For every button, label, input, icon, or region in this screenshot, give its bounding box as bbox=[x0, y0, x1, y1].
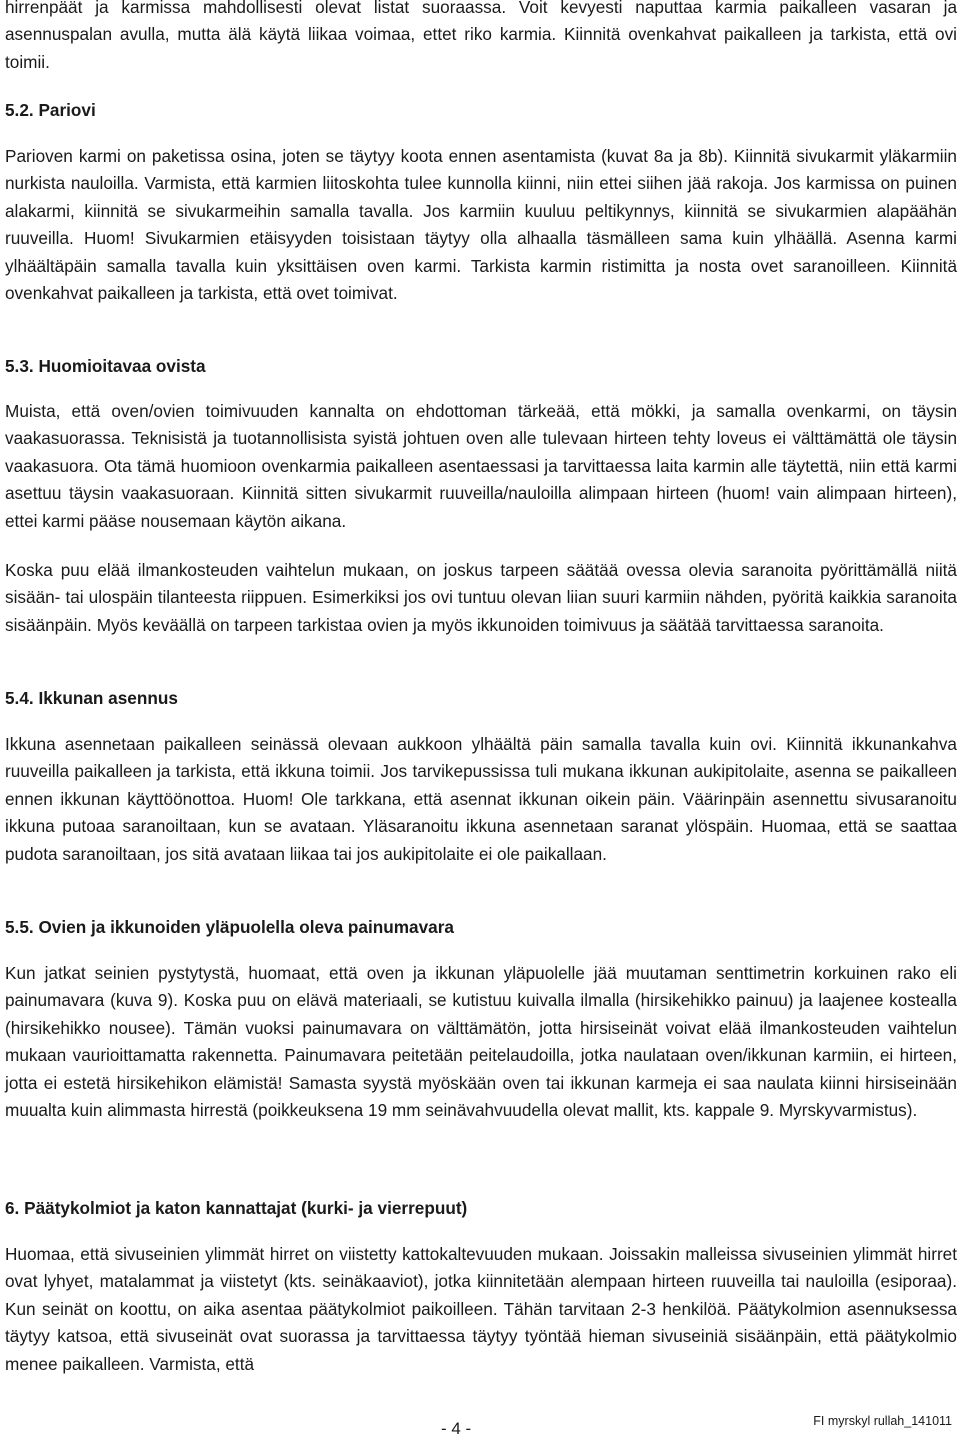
section-5-2-heading: 5.2. Pariovi bbox=[5, 100, 96, 120]
document-code: FI myrskyl rullah_141011 bbox=[813, 1414, 952, 1428]
section-5-3-body-2: Koska puu elää ilmankosteuden vaihtelun mukaan, on joskus tarpeen säätää ovessa olevia saranoita pyörittämällä niitä sisään- tai ulospäin tilanteesta riippuen. Esimerkiksi jos ovi tuntuu olevan liian suuri karmiin nähden, pyöritä kaikkia saranoita sisäänpäin. Myös keväällä on tarpeen tarkistaa ovien ja myös ikkunoiden toimivuus ja säätää tarvittaessa saranoita. bbox=[5, 560, 957, 635]
section-5-2-body: Parioven karmi on paketissa osina, joten se täytyy koota ennen asentamista (kuvat 8a ja 8b). Kiinnitä sivukarmit yläkarmiin nurkista nauloilla. Varmista, että karmien liitoskohta tulee kunnolla kiinni, niin ettei siihen jää rakoja. Jos karmissa on puinen alakarmi, kiinnitä se sivukarmeihin samalla tavalla. Jos karmiin kuuluu peltikynnys, kiinnitä se sivukarmien alapäähän ruuveilla. Huom! Sivukarmien etäisyyden toisistaan täytyy olla alhaalla täsmälleen sama kuin ylhäällä. Asenna karmi ylhäältäpäin samalla tavalla kuin yksittäisen oven karmi. Tarkista karmin ristimitta ja nosta ovet saranoilleen. Kiinnitä ovenkahvat paikalleen ja tarkista, että ovet toimivat. bbox=[5, 146, 957, 304]
section-6-body: Huomaa, että sivuseinien ylimmät hirret on viistetty kattokaltevuuden mukaan. Joissakin malleissa sivuseinien ylimmät hirret ovat lyhyet, matalammat ja viistetyt (kts. seinäkaaviot), jotka kiinnitetään alempaan hirteen ruuveilla tai nauloilla (esiporaa). Kun seinät on koottu, on aika asentaa päätykolmiot paikoilleen. Tähän tarvitaan 2-3 henkilöä. Päätykolmion asennuksessa täytyy katsoa, että sivuseinät ovat suorassa ja tarvittaessa täytyy työntää hieman sivuseiniä sisäänpäin, että päätykolmio menee paikalleen. Varmista, että bbox=[5, 1244, 957, 1374]
intro-paragraph: hirrenpäät ja karmissa mahdollisesti olevat listat suoraassa. Voit kevyesti naputtaa karmia paikalleen vasaran ja asennuspalan avulla, mutta älä käytä liikaa voimaa, ettet riko karmia. Kiinnitä ovenkahvat paikalleen ja tarkista, että ovi toimii. bbox=[5, 0, 957, 72]
section-5-3-body-1: Muista, että oven/ovien toimivuuden kannalta on ehdottoman tärkeää, että mökki, ja samalla ovenkarmi, on täysin vaakasuorassa. Teknisistä ja tuotannollisista syistä johtuen oven alle tulevaan hirteen tehty loveus ei välttämättä ole täysin vaakasuora. Ota tämä huomioon ovenkarmia paikalleen asentaessasi ja tarvittaessa laita karmin alle täytettä, niin että karmi asettuu täysin vaakasuoraan. Kiinnitä sitten sivukarmit ruuveilla/nauloilla alimpaan hirteen (huom! vain alimpaan hirteen), ettei karmi pääse nousemaan käytön aikana. bbox=[5, 401, 957, 531]
page-number: - 4 - bbox=[441, 1419, 472, 1438]
section-5-5-heading: 5.5. Ovien ja ikkunoiden yläpuolella oleva painumavara bbox=[5, 917, 454, 937]
section-5-4-body: Ikkuna asennetaan paikalleen seinässä olevaan aukkoon ylhäältä päin samalla tavalla kuin ovi. Kiinnitä ikkunankahva ruuveilla paikalleen ja tarkista, että ikkuna toimii. Jos tarvikepussissa tuli mukana ikkunan aukipitolaite, asenna se paikalleen ennen ikkunan käyttöönottoa. Huom! Ole tarkkana, että asennat ikkunan oikein päin. Väärinpäin asennettu sivusaranoitu ikkuna putoaa saranoiltaan, kun se avataan. Yläsaranoitu ikkuna asennetaan saranat ylöspäin. Huomaa, että se saattaa pudota saranoiltaan, jos sitä avataan liikaa tai jos aukipitolaite ei ole paikallaan. bbox=[5, 734, 957, 864]
section-5-3-heading: 5.3. Huomioitavaa ovista bbox=[5, 356, 206, 376]
section-6-heading: 6. Päätykolmiot ja katon kannattajat (kurki- ja vierrepuut) bbox=[5, 1198, 468, 1218]
section-5-5-body: Kun jatkat seinien pystytystä, huomaat, että oven ja ikkunan yläpuolelle jää muutaman senttimetrin korkuinen rako eli painumavara (kuva 9). Koska puu on elävä materiaali, se kutistuu kuivalla ilmalla (hirsikehikko painuu) ja laajenee kostealla (hirsikehikko nousee). Tämän vuoksi painumavara on välttämätön, jotta hirsiseinät voivat elää ilmankosteuden vaihtelun mukaan vaurioittamatta rakennetta. Painumavara peitetään peitelaudoilla, jotka naulataan oven/ikkunan karmiin, ei hirteen, jotta ei estetä hirsikehikon elämistä! Samasta syystä myöskään oven tai ikkunan karmeja ei saa naulata kiinni hirsiseinään muualta kuin alimmasta hirrestä (poikkeuksena 19 mm seinävahvuudella olevat mallit, kts. kappale 9. Myrskyvarmistus). bbox=[5, 963, 957, 1121]
section-5-4-heading: 5.4. Ikkunan asennus bbox=[5, 688, 178, 708]
